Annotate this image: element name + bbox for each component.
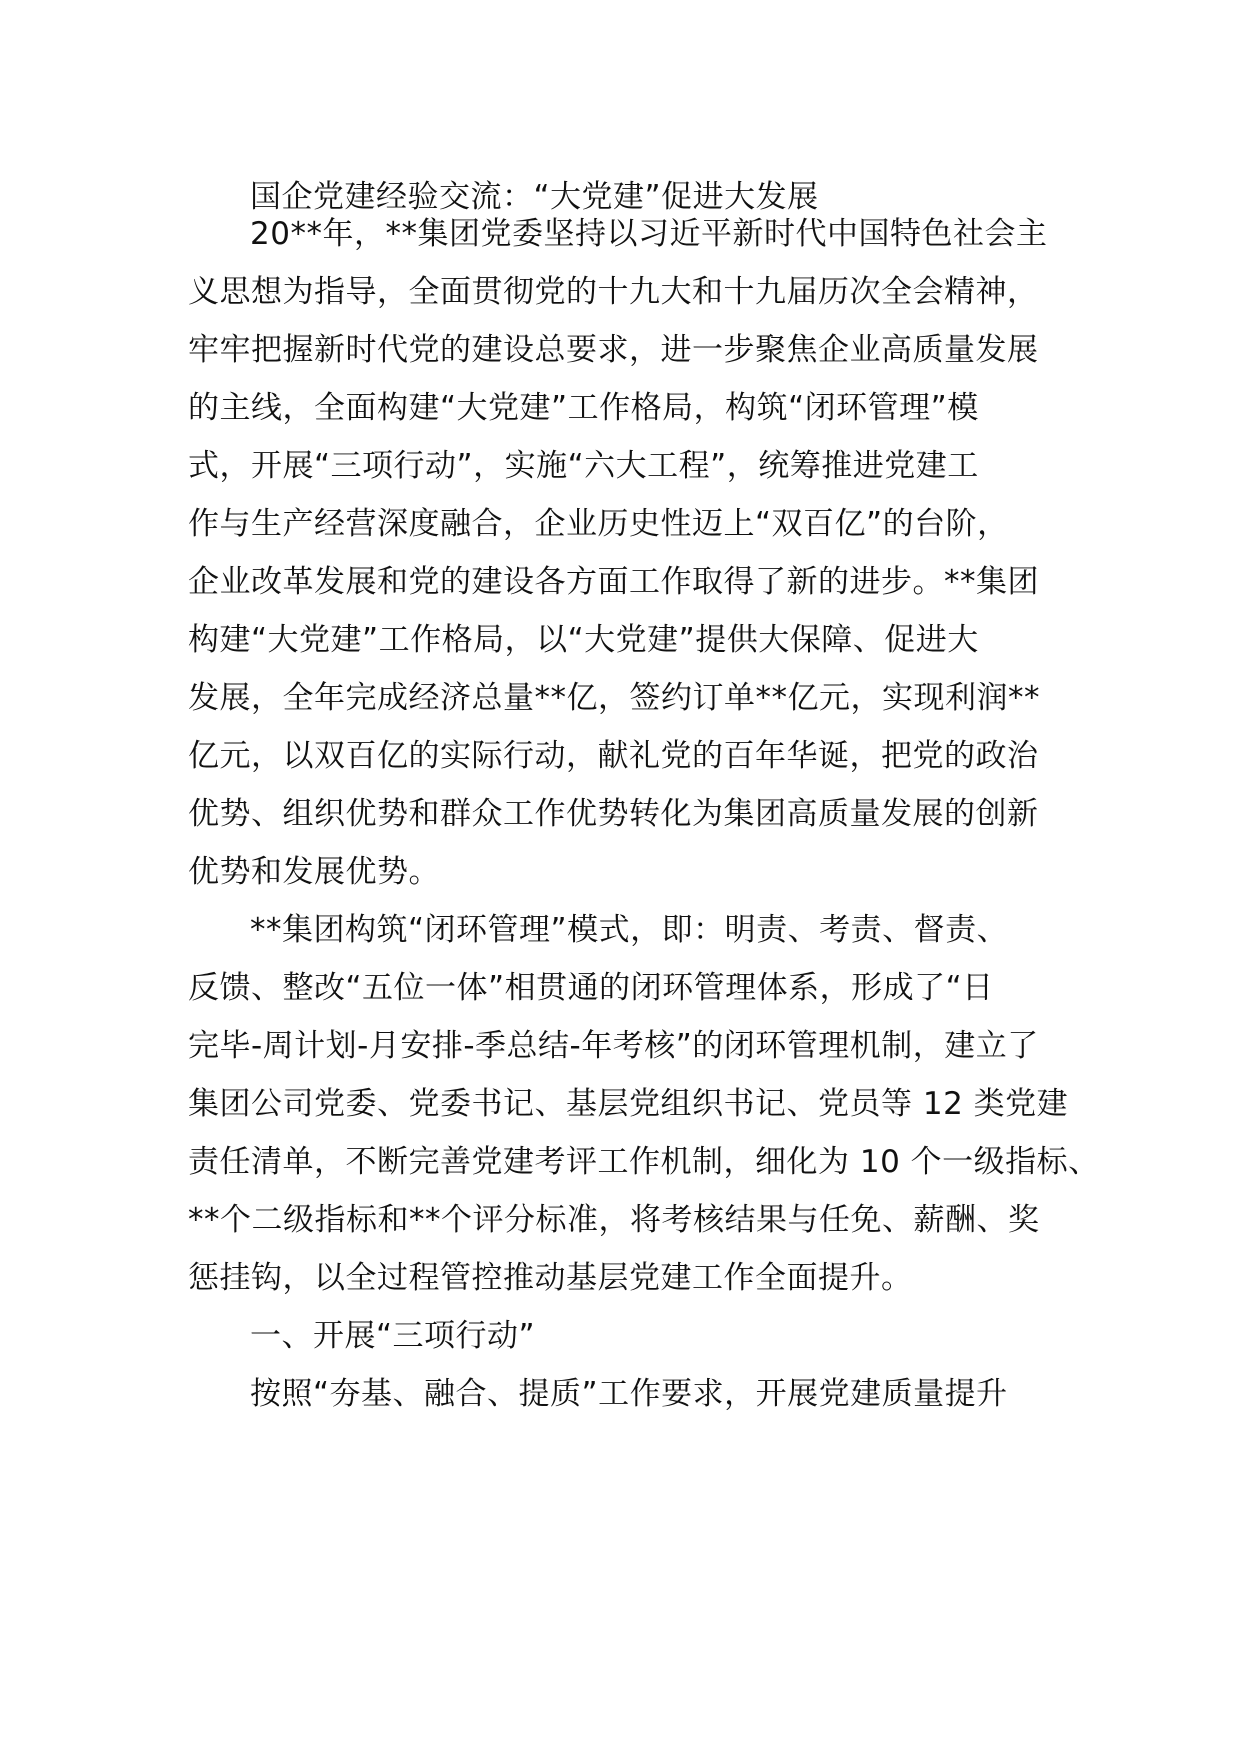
paragraph-line: 亿元，以双百亿的实际行动，献礼党的百年华诞，把党的政治	[188, 738, 1039, 774]
paragraph-line: 牢牢把握新时代党的建设总要求，进一步聚焦企业高质量发展	[188, 332, 1039, 368]
paragraph-line: 优势、组织优势和群众工作优势转化为集团高质量发展的创新	[188, 796, 1039, 832]
paragraph-line: 作与生产经营深度融合，企业历史性迈上“双百亿”的台阶，	[188, 506, 1009, 542]
paragraph-line: 反馈、整改“五位一体”相贯通的闭环管理体系，形成了“日	[188, 970, 994, 1006]
paragraph-line: 责任清单，不断完善党建考评工作机制，细化为 10 个一级指标、	[188, 1144, 1100, 1180]
paragraph-line: 集团公司党委、党委书记、基层党组织书记、党员等 12 类党建	[188, 1086, 1069, 1122]
paragraph-line: 企业改革发展和党的建设各方面工作取得了新的进步。**集团	[188, 564, 1039, 600]
paragraph-line: **集团构筑“闭环管理”模式，即：明责、考责、督责、	[250, 912, 1009, 948]
paragraph-line: 发展，全年完成经济总量**亿，签约订单**亿元，实现利润**	[188, 680, 1040, 716]
paragraph-line: 的主线，全面构建“大党建”工作格局，构筑“闭环管理”模	[188, 390, 979, 426]
paragraph-line: 义思想为指导，全面贯彻党的十九大和十九届历次全会精神，	[188, 274, 1039, 310]
document-title: 国企党建经验交流：“大党建”促进大发展	[250, 179, 819, 215]
section-heading: 一、开展“三项行动”	[250, 1318, 536, 1354]
paragraph-line: 按照“夯基、融合、提质”工作要求，开展党建质量提升	[250, 1376, 1008, 1412]
paragraph-line: 优势和发展优势。	[188, 854, 440, 890]
paragraph-line: 20**年，**集团党委坚持以习近平新时代中国特色社会主	[250, 216, 1048, 252]
paragraph-line: 构建“大党建”工作格局，以“大党建”提供大保障、促进大	[188, 622, 979, 658]
paragraph-line: 惩挂钩，以全过程管控推动基层党建工作全面提升。	[188, 1260, 913, 1296]
paragraph-line: 完毕-周计划-月安排-季总结-年考核”的闭环管理机制，建立了	[188, 1028, 1039, 1064]
paragraph-line: 式，开展“三项行动”，实施“六大工程”，统筹推进党建工	[188, 448, 979, 484]
paragraph-line: **个二级指标和**个评分标准，将考核结果与任免、薪酬、奖	[188, 1202, 1040, 1238]
